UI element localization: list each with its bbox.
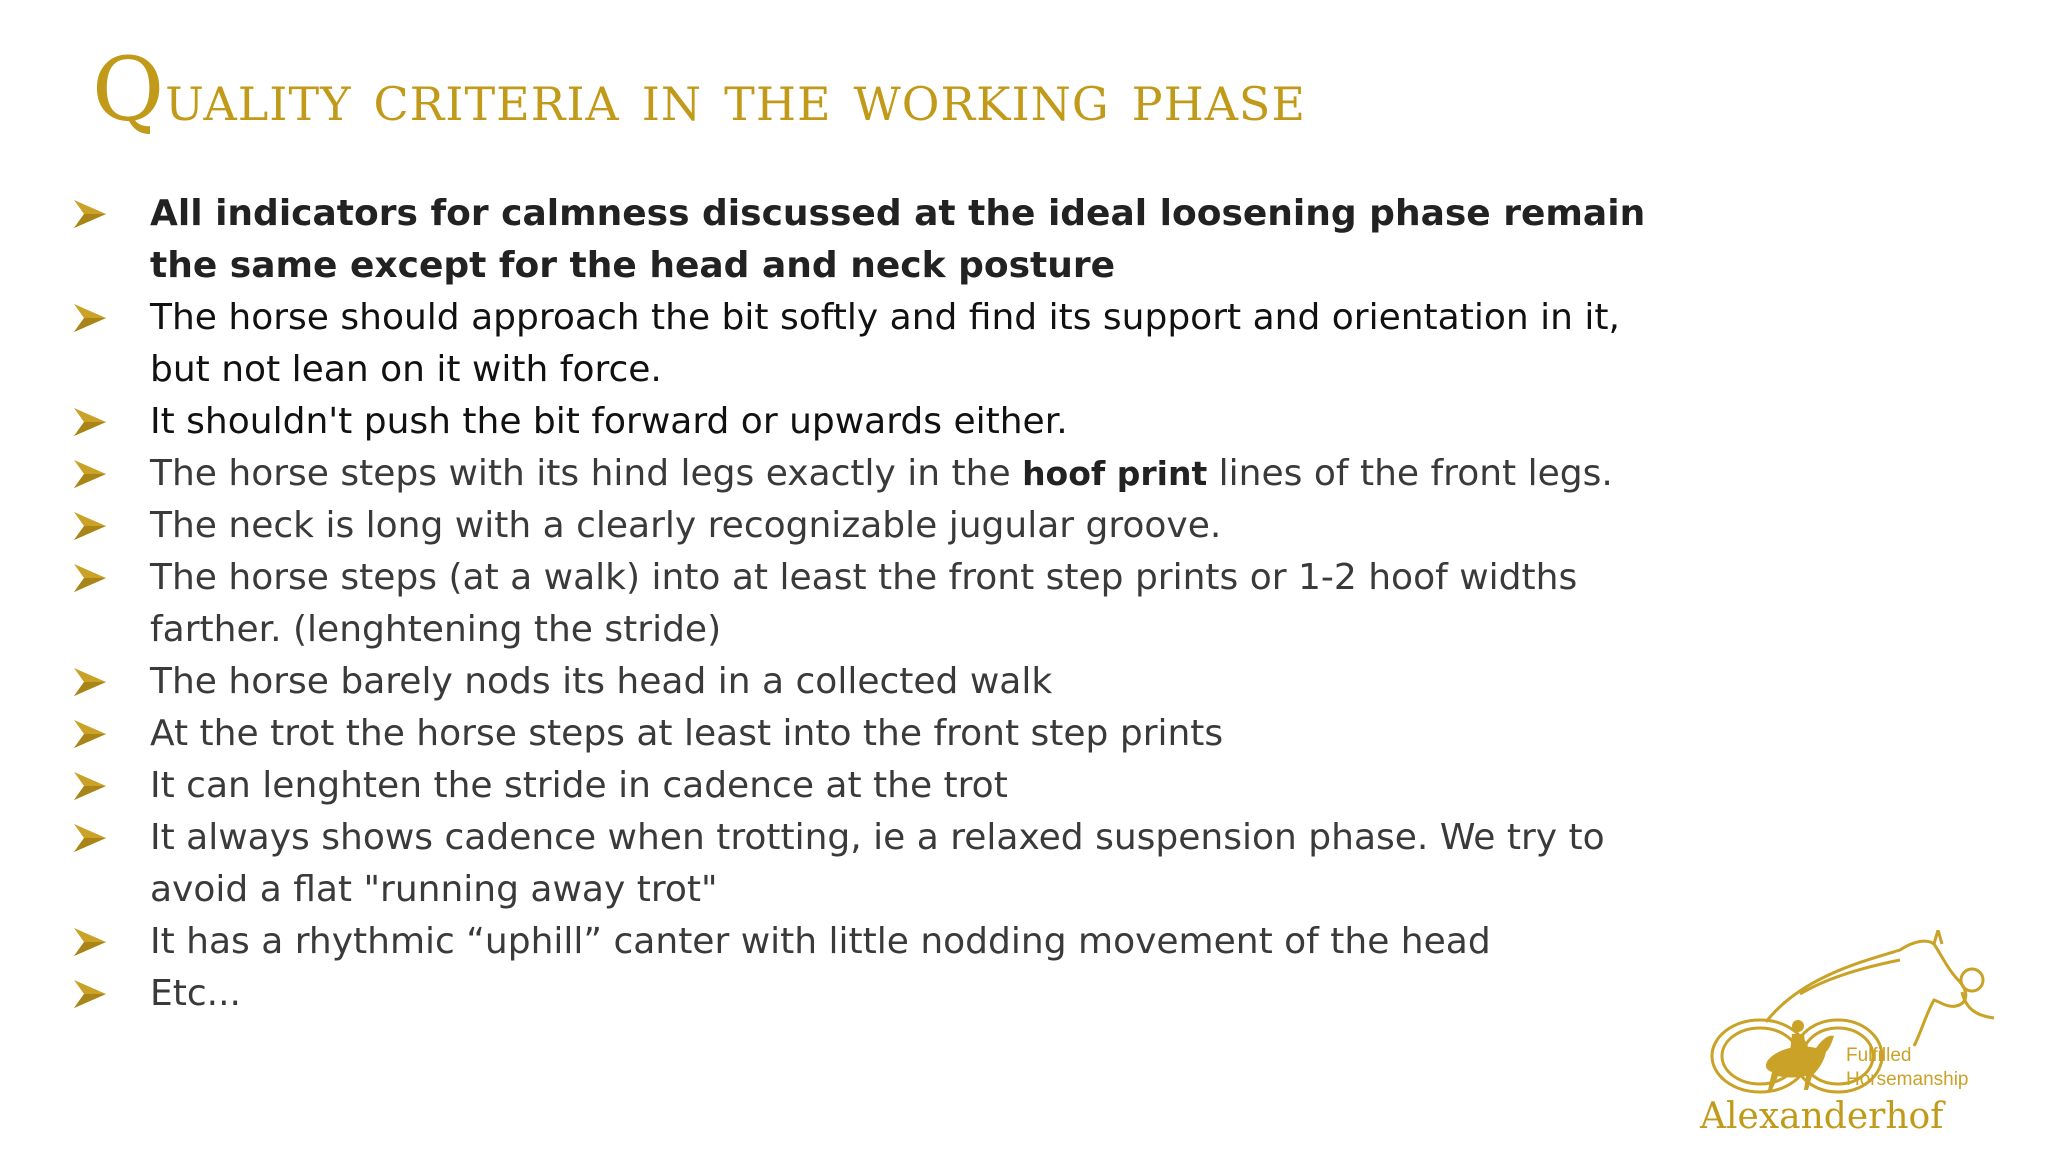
list-item (70, 812, 1690, 916)
list-item (70, 968, 1690, 1020)
list-item (70, 448, 1690, 500)
list-item-text: The neck is long with a clearly recognizable jugular groove. (150, 505, 1222, 546)
list-item (70, 292, 1690, 396)
list-item-text: It shouldn't push the bit forward or upwards either. (150, 401, 1068, 442)
logo-tagline-line-2: Horsemanship (1846, 1069, 1969, 1090)
arrow-bullet-icon (72, 300, 108, 336)
list-item-text: It always shows cadence when trotting, ie a relaxed suspension phase. We try to avoid a flat "running away trot" (150, 817, 1605, 910)
list-item-text: Etc... (150, 973, 241, 1014)
list-item (70, 396, 1690, 448)
list-item (70, 656, 1690, 708)
list-item (70, 552, 1690, 656)
hoof-print-term: hoof print (1022, 454, 1208, 493)
arrow-bullet-icon (72, 560, 108, 596)
list-item-text: At the trot the horse steps at least into the front step prints (150, 713, 1224, 754)
arrow-bullet-icon (72, 716, 108, 752)
title-first-letter: Q (92, 38, 166, 141)
arrow-bullet-icon (72, 664, 108, 700)
list-item-text: The horse steps (at a walk) into at least the front step prints or 1-2 hoof widths farther. (lenghtening the stride) (150, 557, 1578, 650)
list-item (70, 760, 1690, 812)
list-item-text-after: lines of the front legs. (1207, 453, 1613, 494)
list-item-text (150, 453, 1613, 494)
list-item-text-before: The horse steps with its hind legs exactly in the (150, 453, 1023, 494)
arrow-bullet-icon (72, 404, 108, 440)
list-item-text: It can lenghten the stride in cadence at the trot (150, 765, 1008, 806)
arrow-bullet-icon (72, 456, 108, 492)
list-item-text: The horse barely nods its head in a collected walk (150, 661, 1053, 702)
arrow-bullet-icon (72, 508, 108, 544)
page-title (92, 38, 1306, 141)
logo-tagline (1846, 1044, 1969, 1092)
arrow-bullet-icon (72, 976, 108, 1012)
arrow-bullet-icon (72, 768, 108, 804)
list-item-text: The horse should approach the bit softly and find its support and orientation in it, but not lean on it with force. (150, 297, 1620, 390)
arrow-bullet-icon (72, 924, 108, 960)
list-item (70, 708, 1690, 760)
logo-tagline-line-1: Fulfilled (1846, 1045, 1912, 1066)
title-rest: uality criteria in the working phase (165, 59, 1307, 136)
list-item-text: It has a rhythmic “uphill” canter with little nodding movement of the head (150, 921, 1491, 962)
list-item (70, 916, 1690, 968)
logo-brand-name: Alexanderhof (1700, 1096, 1944, 1137)
alexanderhof-logo (1690, 930, 2010, 1140)
list-item (70, 188, 1690, 292)
criteria-list (70, 188, 1690, 1020)
list-item (70, 500, 1690, 552)
arrow-bullet-icon (72, 820, 108, 856)
arrow-bullet-icon (72, 196, 108, 232)
list-item-text: All indicators for calmness discussed at the ideal loosening phase remain the same except for the head and neck posture (150, 193, 1646, 286)
